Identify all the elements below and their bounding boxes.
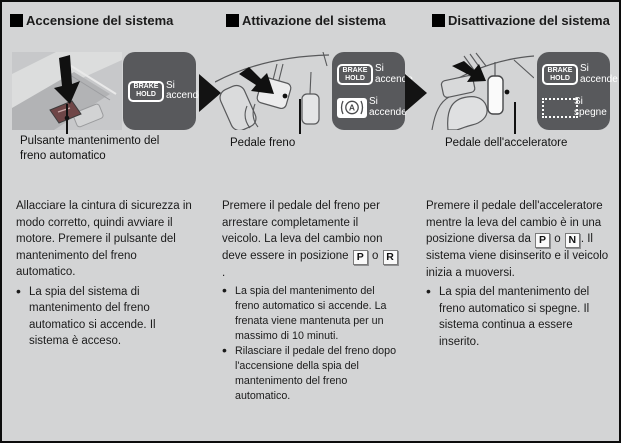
callout-line bbox=[66, 104, 68, 134]
indicator-row bbox=[542, 97, 607, 118]
brake-hold-icon: BRAKE HOLD bbox=[337, 64, 373, 85]
brake-hold-icon: BRAKE HOLD bbox=[542, 64, 578, 85]
indicator-status: Si spegne bbox=[574, 96, 607, 118]
section-square-bullet bbox=[10, 14, 23, 27]
brake-hold-indicator-panel bbox=[123, 52, 204, 130]
bullet-item: • La spia del mantenimento del freno automatico si accende. La frenata viene mantenuta per un massimo di 10 minuti. bbox=[222, 284, 400, 344]
section-header-disattivazione bbox=[432, 13, 610, 28]
section-square-bullet bbox=[226, 14, 239, 27]
instruction-bullets bbox=[426, 284, 610, 350]
bullet-item: • La spia del mantenimento del freno automatico si spegne. Il sistema continua a essere inserito. bbox=[426, 284, 610, 350]
indicator-status: Si accende bbox=[369, 96, 407, 118]
indicator-row bbox=[337, 97, 407, 118]
indicator-status: Si accende bbox=[580, 63, 618, 85]
brake-hold-indicator-panel bbox=[332, 52, 413, 130]
gear-position-key-r: R bbox=[383, 250, 398, 265]
gear-position-key-n: N bbox=[565, 233, 580, 248]
section-title: Attivazione del sistema bbox=[242, 13, 386, 28]
column-body-attivazione bbox=[222, 198, 400, 404]
column-body-accensione bbox=[16, 198, 198, 350]
section-header-attivazione bbox=[226, 13, 386, 28]
brake-hold-indicator-panel bbox=[537, 52, 618, 130]
indicator-row bbox=[128, 81, 204, 102]
bullet-item: • Rilasciare il pedale del freno dopo l'accensione della spia del mantenimento del freno automatico. bbox=[222, 344, 400, 404]
callout-line bbox=[299, 99, 301, 134]
caption-brake-hold-button: Pulsante mantenimento del freno automatico bbox=[20, 135, 160, 162]
brake-hold-set-indicator-icon bbox=[337, 98, 367, 118]
brake-pedal-illustration bbox=[215, 52, 329, 130]
section-title: Disattivazione del sistema bbox=[448, 13, 610, 28]
indicator-status: Si accende bbox=[166, 79, 204, 101]
instruction-paragraph: Premere il pedale dell'acceleratore mentre la leva del cambio è in una posizione diversa da P o N . Il sistema viene disinserito e il veicolo inizia a muoversi. bbox=[426, 200, 609, 279]
callout-line bbox=[514, 102, 516, 134]
caption-accelerator-pedal: Pedale dell'acceleratore bbox=[445, 137, 568, 149]
column-body-disattivazione bbox=[426, 198, 610, 350]
svg-text:A: A bbox=[348, 102, 356, 113]
accelerator-pedal-illustration bbox=[422, 52, 534, 130]
indicator-row bbox=[542, 64, 618, 85]
bullet-item: • La spia del sistema di mantenimento del freno automatico si accende. Il sistema è acceso. bbox=[16, 284, 198, 350]
gear-position-key-p: P bbox=[535, 233, 550, 248]
gear-position-key-p: P bbox=[353, 250, 368, 265]
indicator-off-outline-icon bbox=[542, 98, 578, 118]
instruction-paragraph: Allacciare la cintura di sicurezza in modo corretto, quindi avviare il motore. Premere il pulsante del mantenimento del freno automatico. bbox=[16, 200, 192, 278]
section-header-accensione bbox=[10, 13, 173, 28]
brake-hold-icon: BRAKE HOLD bbox=[128, 81, 164, 102]
instruction-bullets bbox=[222, 284, 400, 404]
indicator-row bbox=[337, 64, 413, 85]
instruction-paragraph: Premere il pedale del freno per arrestare completamente il veicolo. La leva del cambio non deve essere in posizione P o R. bbox=[222, 198, 400, 281]
caption-brake-pedal: Pedale freno bbox=[230, 137, 296, 149]
section-square-bullet bbox=[432, 14, 445, 27]
instruction-bullets bbox=[16, 284, 198, 350]
section-title: Accensione del sistema bbox=[26, 13, 174, 28]
indicator-status: Si accende bbox=[375, 63, 413, 85]
